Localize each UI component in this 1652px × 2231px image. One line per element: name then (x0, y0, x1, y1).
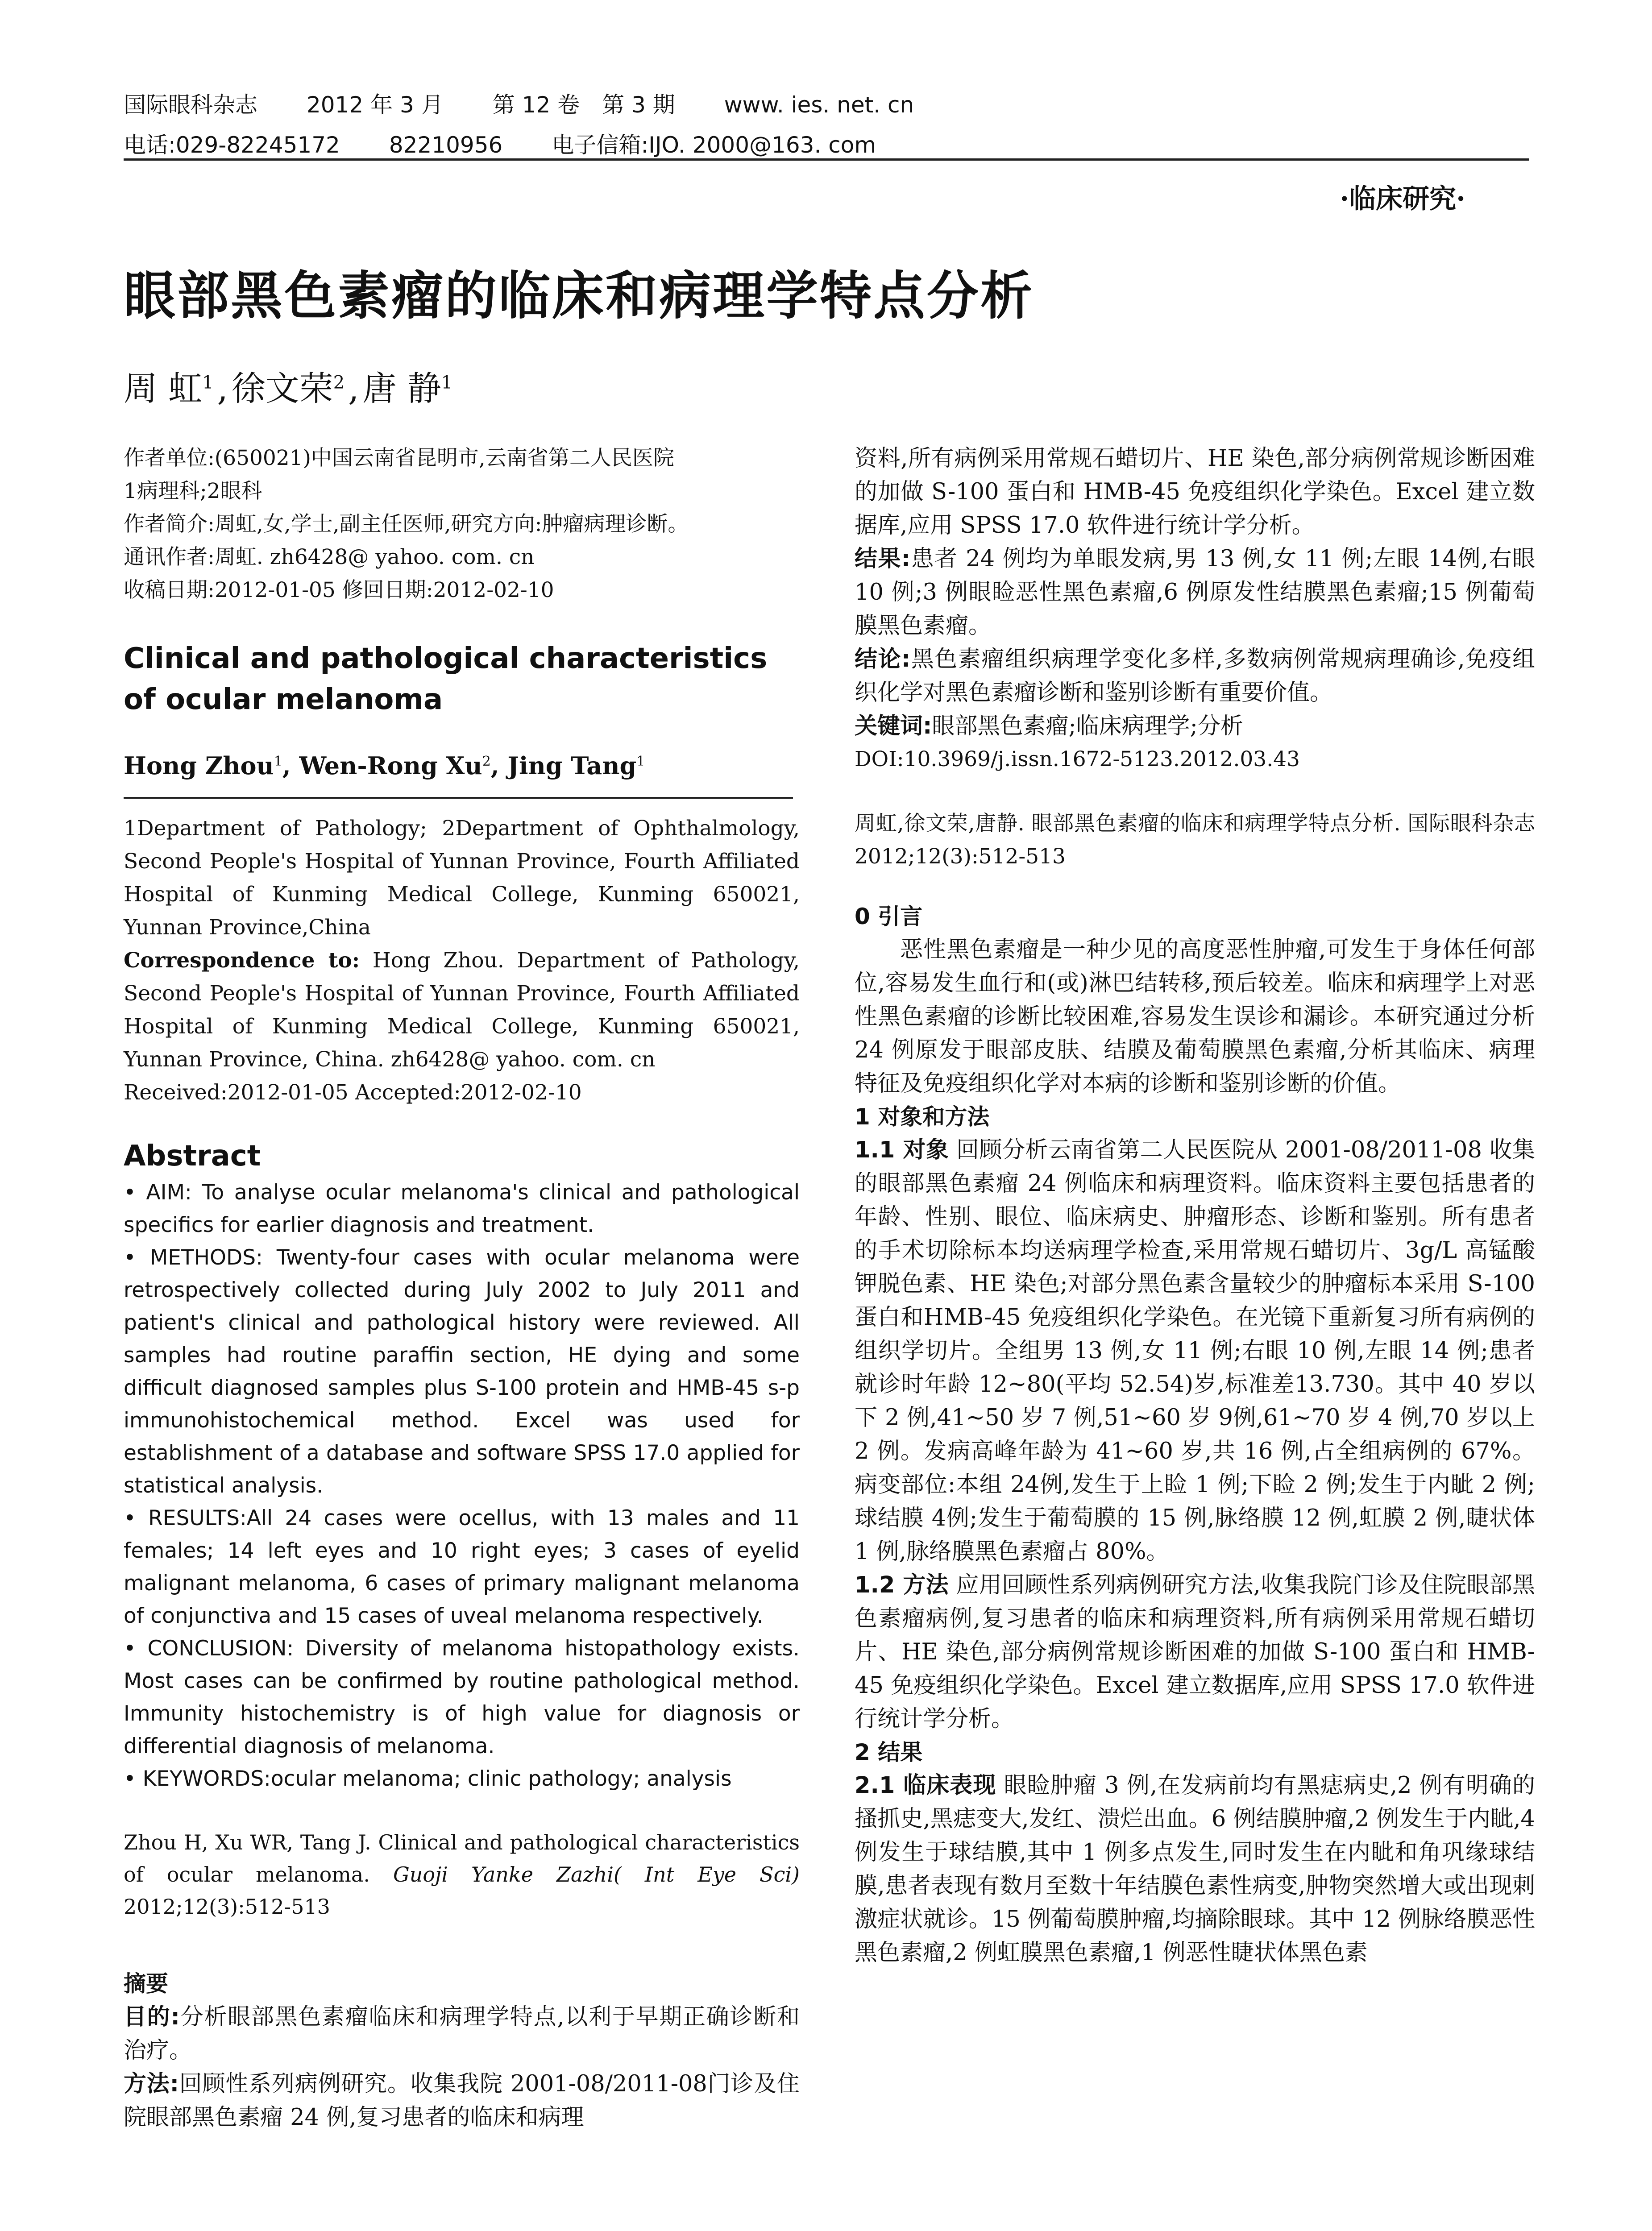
english-affiliation: 1Department of Pathology; 2Department of Ophthalmology, Second People's Hospital of Yunnan Province, Fourth Affiliated Hospital of Kunming Medical College, Kunming 650021, Yunnan Province,China (124, 816, 800, 940)
journal-name: 国际眼科杂志 (124, 92, 257, 118)
phone-2: 82210956 (389, 132, 503, 158)
zh-abstract-conclusion (855, 643, 1535, 709)
author-name: 徐文荣 (231, 369, 333, 408)
abstract-keywords: • KEYWORDS:ocular melanoma; clinic pathology; analysis (124, 1767, 732, 1791)
author-name: 唐 静 (362, 369, 441, 408)
abstract-results: • RESULTS:All 24 cases were ocellus, with 13 males and 11 females; 14 left eyes and 10 right eyes; 3 cases of eyelid malignant melanoma, 6 cases of primary malignant melanoma of conjunctiva and 15 cases of uveal melanoma respectively. (124, 1506, 800, 1628)
author-name: Hong Zhou (124, 751, 274, 780)
subsection-label: 1.2 方法 (855, 1572, 949, 1598)
keywords-label: 关键词: (855, 713, 932, 739)
section-intro-heading: 0 引言 (855, 904, 923, 929)
citation-journal: Guoji Yanke Zazhi( Int Eye Sci) (393, 1862, 800, 1887)
abstract-methods: • METHODS: Twenty-four cases with ocular melanoma were retrospectively collected during July 2002 to July 2011 and patient's clinical and pathological history were reviewed. All samples had routine paraffin section, HE dying and some difficult diagnosed samples plus S-100 protein and HMB-45 s-p immunohistochemical method. Excel was used for establishment of a database and software SPSS 17.0 applied for statistical analysis. (124, 1245, 800, 1498)
left-column (124, 442, 800, 2134)
section-1-1 (855, 1133, 1535, 1568)
issue: 第 3 期 (602, 92, 675, 118)
abstract-aim: • AIM: To analyse ocular melanoma's clinical and pathological specifics for earlier diagnosis and treatment. (124, 1180, 800, 1237)
author-affil: 1 (636, 754, 645, 769)
subsection-label: 1.1 对象 (855, 1137, 949, 1163)
english-citation (124, 1826, 800, 1923)
header-rule (124, 158, 1529, 161)
correspondence-line: 通讯作者:周虹. zh6428@ yahoo. com. cn (124, 545, 535, 569)
zh-abstract-results (855, 542, 1535, 643)
results-label: 结果: (855, 546, 911, 572)
zh-abstract-methods (124, 2067, 800, 2134)
correspondence-label: Correspondence to: (124, 948, 360, 973)
results-text: 患者 24 例均为单眼发病,男 13 例,女 11 例;左眼 14例,右眼 10 例;3 例眼睑恶性黑色素瘤,6 例原发性结膜黑色素瘤;15 例葡萄膜黑色素瘤。 (855, 546, 1535, 639)
aim-text: 分析眼部黑色素瘤临床和病理学特点,以利于早期正确诊断和治疗。 (124, 2004, 800, 2064)
author-affil: 1 (202, 372, 214, 393)
email[interactable]: 电子信箱:IJO. 2000@163. com (552, 132, 876, 158)
section-1-heading: 1 对象和方法 (855, 1104, 990, 1130)
subsection-text: 应用回顾性系列病例研究方法,收集我院门诊及住院眼部黑色素瘤病例,复习患者的临床和病理资料,所有病例采用常规石蜡切片、HE 染色,部分病例常规诊断困难的加做 S-100 蛋白和 HMB-45 免疫组织化学染色。Excel 建立数据库,应用 SPSS 17.0 软件进行统计学分析。 (855, 1572, 1535, 1732)
methods-label: 方法: (124, 2071, 179, 2097)
intro-paragraph: 恶性黑色素瘤是一种少见的高度恶性肿瘤,可发生于身体任何部位,容易发生血行和(或)淋巴结转移,预后较差。临床和病理学上对恶性黑色素瘤的诊断比较困难,容易发生误诊和漏诊。本研究通过分析 24 例原发于眼部皮肤、结膜及葡萄膜黑色素瘤,分析其临床、病理特征及免疫组织化学对本病的诊断和鉴别诊断的价值。 (855, 937, 1535, 1097)
running-header (124, 85, 1529, 165)
issue-date: 2012 年 3 月 (307, 92, 444, 118)
english-authors: Hong Zhou$^1$, Wen-Rong Xu$^2$, Jing Tang$^1$ (124, 751, 645, 780)
citation-text: Zhou H, Xu WR, Tang J. Clinical and pathological characteristics of ocular melanoma. (124, 1830, 800, 1887)
aim-label: 目的: (124, 2004, 180, 2030)
zh-abstract-methods-cont: 资料,所有病例采用常规石蜡切片、HE 染色,部分病例常规诊断困难的加做 S-100 蛋白和 HMB-45 免疫组织化学染色。Excel 建立数据库,应用 SPSS 17.0 软件进行统计学分析。 (855, 445, 1535, 539)
zh-abstract-keywords (855, 709, 1535, 743)
author-affil: 2 (333, 372, 345, 393)
author-name: Jing Tang (507, 751, 637, 780)
english-dates: Received:2012-01-05 Accepted:2012-02-10 (124, 1080, 582, 1105)
dates-line: 收稿日期:2012-01-05 修回日期:2012-02-10 (124, 578, 554, 602)
department-line: 1病理科;2眼科 (124, 479, 262, 503)
author-info (124, 442, 800, 607)
zh-abstract-heading: 摘要 (124, 1971, 168, 1997)
subsection-text: 回顾分析云南省第二人民医院从 2001-08/2011-08 收集的眼部黑色素瘤 24 例临床和病理资料。临床资料主要包括患者的年龄、性别、眼位、临床病史、肿瘤形态、诊断和鉴别。所有患者的手术切除标本均送病理学检查,采用常规石蜡切片、3g/L 高锰酸钾脱色素、HE 染色;对部分黑色素含量较少的肿瘤标本采用 S-100 蛋白和HMB-45 免疫组织化学染色。在光镜下重新复习所有病例的组织学切片。全组男 13 例,女 11 例;右眼 10 例,左眼 14 例;患者就诊时年龄 12~80(平均 52.54)岁,标准差13.730。其中 40 岁以下 2 例,41~50 岁 7 例,51~60 岁 9例,61~70 岁 4 例,70 岁以上 2 例。发病高峰年龄为 41~60 岁,共 16 例,占全组病例的 67%。病变部位:本组 24例,发生于上睑 1 例;下睑 2 例;发生于内眦 2 例;球结膜 4例;发生于葡萄膜的 15 例,脉络膜 12 例,虹膜 2 例,睫状体 1 例,脉络膜黑色素瘤占 80%。 (855, 1137, 1535, 1565)
zh-abstract-aim (124, 2000, 800, 2067)
subsection-text: 眼睑肿瘤 3 例,在发病前均有黑痣病史,2 例有明确的搔抓史,黑痣变大,发红、溃烂出血。6 例结膜肿瘤,2 例发生于内眦,4 例发生于球结膜,其中 1 例多点发生,同时发生在内眦和角巩缘球结膜,患者表现有数月至数十年结膜色素性病变,肿物突然增大或出现刺激症状就诊。15 例葡萄膜肿瘤,均摘除眼球。其中 12 例脉络膜恶性黑色素瘤,2 例虹膜黑色素瘤,1 例恶性睫状体黑色素 (855, 1772, 1535, 1966)
section-2-1 (855, 1769, 1535, 1970)
section-2-heading: 2 结果 (855, 1739, 923, 1765)
affiliation-line: 作者单位:(650021)中国云南省昆明市,云南省第二人民医院 (124, 446, 674, 470)
abstract-conclusion: • CONCLUSION: Diversity of melanoma histopathology exists. Most cases can be confirmed by routine pathological method. Immunity histochemistry is of high value for diagnosis or differential diagnosis of melanoma. (124, 1636, 800, 1758)
subsection-label: 2.1 临床表现 (855, 1772, 996, 1799)
abstract-heading: Abstract (124, 1140, 261, 1173)
conclusion-text: 黑色素瘤组织病理学变化多样,多数病例常规病理确诊,免疫组织化学对黑色素瘤诊断和鉴别诊断有重要价值。 (855, 646, 1535, 706)
author-name: Wen-Rong Xu (299, 751, 482, 780)
author-affil: 2 (482, 754, 491, 769)
english-correspondence (124, 944, 800, 1076)
doi: DOI:10.3969/j.issn.1672-5123.2012.03.43 (855, 747, 1300, 771)
zh-citation: 周虹,徐文荣,唐静. 眼部黑色素瘤的临床和病理学特点分析. 国际眼科杂志 2012;12(3):512-513 (855, 811, 1535, 869)
website[interactable]: www. ies. net. cn (724, 92, 914, 118)
article-title: 眼部黑色素瘤的临床和病理学特点分析 (124, 266, 1034, 326)
author-name: 周 虹 (124, 369, 203, 408)
author-list: 周 虹$^1$ , 徐文荣$^2$ , 唐 静$^1$ (124, 369, 453, 408)
correspondence-text: Hong Zhou. Department of Pathology, Second People's Hospital of Yunnan Province, Fourth Affiliated Hospital of Kunming Medical College, Kunming 650021, Yunnan Province, China. zh6428@ yahoo. com. cn (124, 948, 800, 1072)
phone: 电话:029-82245172 (124, 132, 340, 158)
header-line-1 (124, 85, 1529, 125)
conclusion-label: 结论: (855, 646, 911, 672)
author-affil: 1 (441, 372, 453, 393)
right-column (855, 442, 1535, 1970)
english-rule (124, 797, 793, 799)
section-tag: ·临床研究· (1340, 183, 1465, 215)
english-title: Clinical and pathological characteristics of ocular melanoma (124, 642, 768, 716)
author-affil: 1 (274, 754, 282, 769)
methods-text: 回顾性系列病例研究。收集我院 2001-08/2011-08门诊及住院眼部黑色素瘤 24 例,复习患者的临床和病理 (124, 2071, 800, 2131)
section-1-2 (855, 1568, 1535, 1736)
citation-issue: 2012;12(3):512-513 (124, 1895, 330, 1919)
bio-line: 作者简介:周虹,女,学士,副主任医师,研究方向:肿瘤病理诊断。 (124, 512, 689, 536)
keywords-text: 眼部黑色素瘤;临床病理学;分析 (932, 713, 1243, 739)
volume: 第 12 卷 (492, 92, 580, 118)
